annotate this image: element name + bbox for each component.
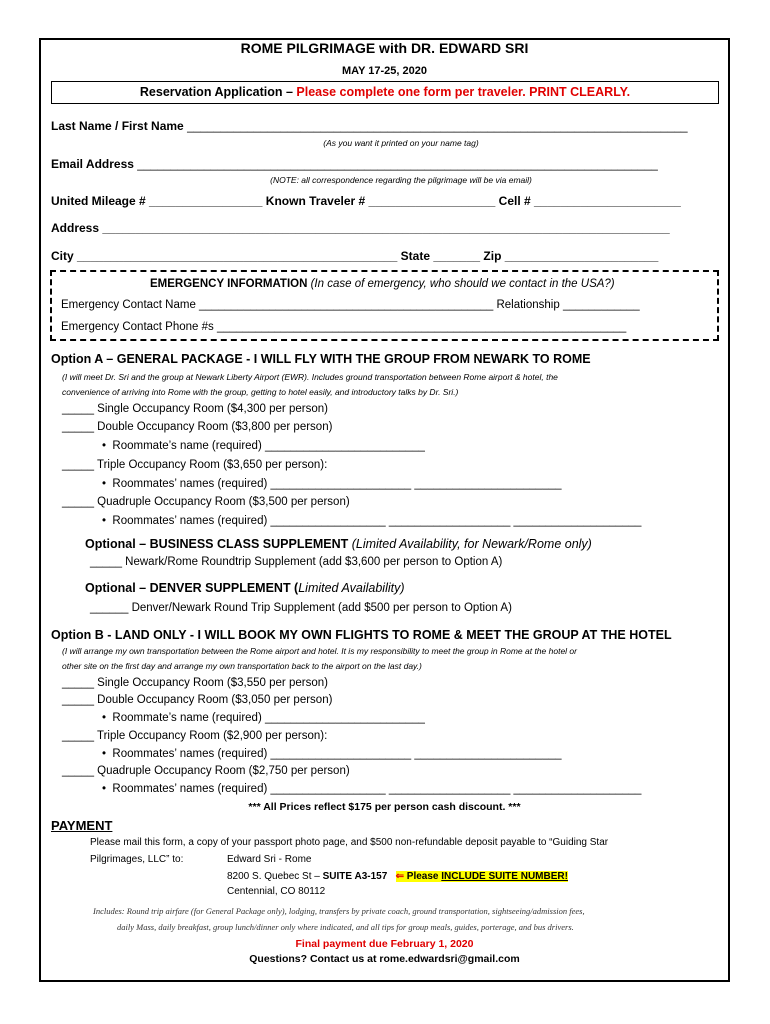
roommates-line: Roommates’ names (required) ______________________ _______________________ (112, 748, 562, 760)
name-blank: ___________________________________________________________________________ (187, 119, 688, 133)
denver-supplement-heading (85, 581, 405, 595)
email-note: (NOTE: all correspondence regarding the pilgrimage will be via email) (270, 175, 532, 185)
includes-note-2: daily Mass, daily breakfast, group lunch/dinner only where indicated, and all tips for group meals, guides, porterage, and bus drivers. (117, 922, 574, 932)
street-text: 8200 S. Quebec St – (227, 871, 323, 882)
left-arrow-icon: ⇐ (395, 871, 405, 882)
option-b-quad[interactable]: _____ Quadruple Occupancy Room ($2,750 per person) (62, 765, 350, 777)
emergency-note: (In case of emergency, who should we contact in the USA?) (307, 278, 615, 290)
business-supplement-heading (85, 537, 592, 551)
option-a-heading: Option A – GENERAL PACKAGE - I WILL FLY WITH THE GROUP FROM NEWARK TO ROME (51, 352, 591, 366)
roommates-line: Roommates’ names (required) ______________________ _______________________ (112, 478, 562, 490)
option-a-desc-2: convenience of arriving into Rome with the group, getting to hotel easily, and introductory talks by Dr. Sri.) (62, 387, 459, 397)
payment-instructions-2: Pilgrimages, LLC” to: (90, 854, 184, 865)
option-a-triple-roommates[interactable] (102, 478, 562, 490)
option-b-single[interactable]: _____ Single Occupancy Room ($3,550 per person) (62, 677, 328, 689)
denver-note: Limited Availability) (298, 581, 405, 595)
contact-email-note[interactable]: Questions? Contact us at rome.edwardsri@gmail.com (249, 953, 520, 965)
prices-note: *** All Prices reflect $175 per person cash discount. *** (248, 801, 521, 813)
payment-heading: PAYMENT (51, 818, 113, 833)
bullet: • (102, 440, 107, 452)
option-b-triple-roommates[interactable] (102, 748, 562, 760)
option-b-heading: Option B - LAND ONLY - I WILL BOOK MY OWN FLIGHTS TO ROME & MEET THE GROUP AT THE HOTEL (51, 628, 672, 642)
mailing-address-name: Edward Sri - Rome (227, 854, 312, 865)
option-a-triple[interactable]: _____ Triple Occupancy Room ($3,650 per person): (62, 459, 328, 471)
bullet: • (102, 783, 107, 795)
option-b-triple[interactable]: _____ Triple Occupancy Room ($2,900 per person): (62, 730, 328, 742)
business-supplement-line[interactable]: _____ Newark/Rome Roundtrip Supplement (add $3,600 per person to Option A) (90, 556, 503, 568)
payment-instructions-1: Please mail this form, a copy of your passport photo page, and $500 non-refundable deposit payable to “Guiding Star (90, 837, 609, 848)
name-field[interactable] (51, 119, 688, 133)
bullet: • (102, 478, 107, 490)
option-b-desc-2: other site on the first day and arrange my own transportation back to the airport on the last day.) (62, 661, 422, 671)
suite-number: SUITE A3-157 (322, 871, 388, 882)
bullet: • (102, 748, 107, 760)
suite-reminder (396, 871, 568, 882)
form-title: ROME PILGRIMAGE with DR. EDWARD SRI (240, 40, 529, 56)
denver-title: Optional – DENVER SUPPLEMENT ( (85, 581, 299, 595)
option-a-double[interactable]: _____ Double Occupancy Room ($3,800 per person) (62, 421, 333, 433)
roommates-line: Roommates’ names (required) __________________ ___________________ ____________________ (112, 783, 642, 795)
email-blank: ______________________________________________________________________________ (137, 157, 658, 171)
name-label: Last Name / First Name (51, 119, 184, 133)
emergency-phone-field[interactable]: Emergency Contact Phone #s ________________________________________________________________ (61, 321, 627, 333)
roommate-line: Roommate’s name (required) _________________________ (112, 712, 425, 724)
bullet: • (102, 712, 107, 724)
option-a-quad-roommates[interactable] (102, 515, 641, 527)
business-note: (Limited Availability, for Newark/Rome only) (348, 537, 592, 551)
reservation-banner (51, 81, 719, 104)
reservation-warning: Please complete one form per traveler. PRINT CLEARLY. (296, 85, 631, 99)
option-b-double[interactable]: _____ Double Occupancy Room ($3,050 per person) (62, 694, 333, 706)
option-b-desc-1: (I will arrange my own transportation between the Rome airport and hotel. It is my responsibility to meet the group in Rome at the hotel or (62, 646, 577, 656)
option-a-quad[interactable]: _____ Quadruple Occupancy Room ($3,500 per person) (62, 496, 350, 508)
address-field[interactable]: Address _____________________________________________________________________________________ (51, 221, 670, 235)
mailing-address-street (227, 871, 568, 882)
mailing-address-city: Centennial, CO 80112 (227, 886, 326, 897)
emergency-title: EMERGENCY INFORMATION (150, 278, 308, 290)
option-b-quad-roommates[interactable] (102, 783, 641, 795)
option-a-double-roommate[interactable] (102, 440, 425, 452)
option-b-double-roommate[interactable] (102, 712, 425, 724)
bullet: • (102, 515, 107, 527)
emergency-contact-field[interactable]: Emergency Contact Name ______________________________________________ Relationship ____________ (61, 299, 640, 311)
email-field[interactable] (51, 157, 658, 171)
trip-dates: MAY 17-25, 2020 (341, 65, 427, 77)
email-label: Email Address (51, 157, 134, 171)
final-payment-note: Final payment due February 1, 2020 (295, 938, 474, 950)
business-title: Optional – BUSINESS CLASS SUPPLEMENT (85, 537, 349, 551)
reminder-text: INCLUDE SUITE NUMBER! (441, 871, 568, 882)
name-note: (As you want it printed on your name tag) (323, 138, 479, 148)
roommate-line: Roommate’s name (required) _________________________ (112, 440, 425, 452)
includes-note-1: Includes: Round trip airfare (for General Package only), lodging, transfers by private coach, ground transportation, sightseeing/admission fees, (93, 906, 585, 916)
roommates-line: Roommates’ names (required) __________________ ___________________ ____________________ (112, 515, 642, 527)
option-a-desc-1: (I will meet Dr. Sri and the group at Newark Liberty Airport (EWR). Includes ground transportation between Rome airport & hotel, the (62, 372, 558, 382)
option-a-single[interactable]: _____ Single Occupancy Room ($4,300 per person) (62, 403, 328, 415)
city-state-zip-field[interactable]: City ________________________________________________ State _______ Zip _______________________ (51, 249, 659, 263)
mileage-traveler-cell-field[interactable]: United Mileage # _________________ Known Traveler # ___________________ Cell # ______________________ (51, 194, 681, 208)
reminder-prefix: Please (404, 871, 442, 882)
reservation-label: Reservation Application – (139, 85, 297, 99)
emergency-heading (150, 278, 615, 290)
denver-supplement-line[interactable]: ______ Denver/Newark Round Trip Supplement (add $500 per person to Option A) (90, 602, 512, 614)
